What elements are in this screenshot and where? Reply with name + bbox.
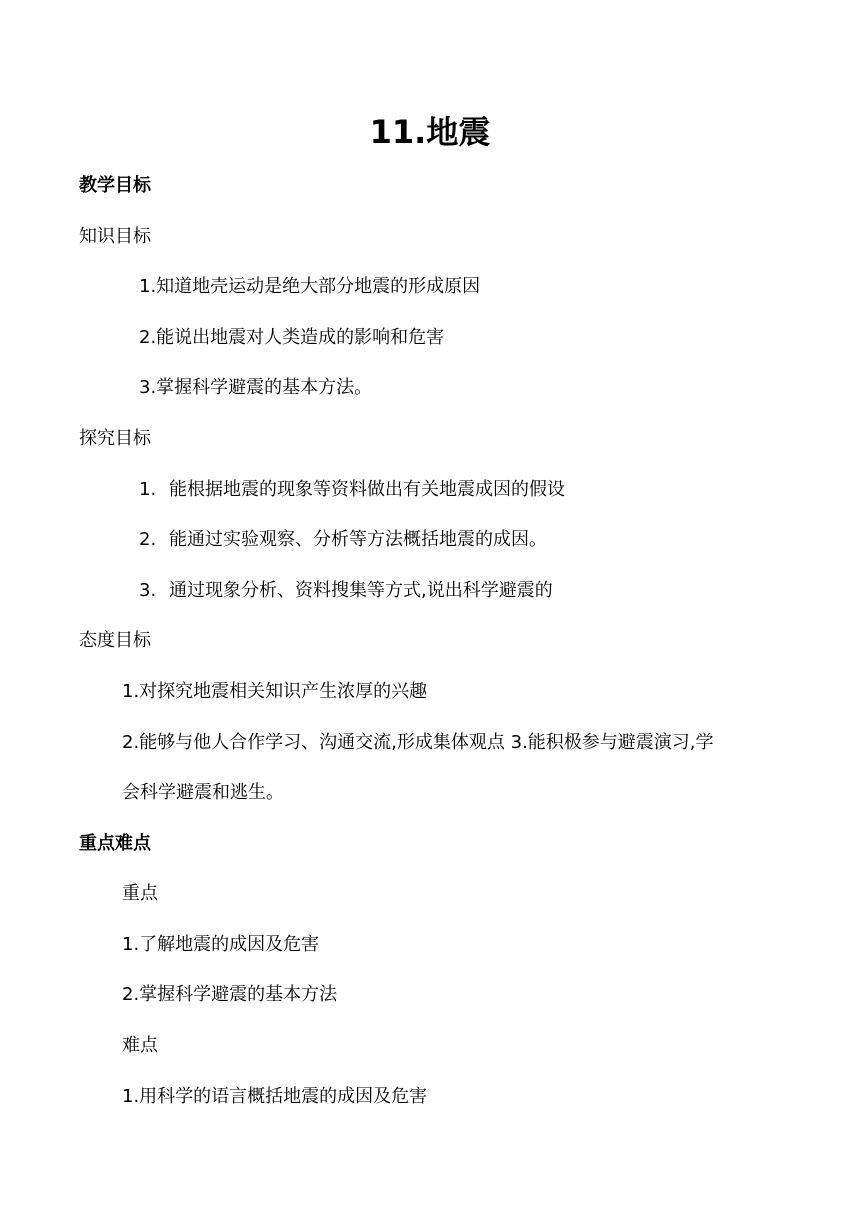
section-heading-teaching-goals: 教学目标 (79, 175, 151, 196)
list-text: 能根据地震的现象等资料做出有关地震成因的假设 (169, 479, 565, 500)
list-number: 2. (139, 529, 157, 550)
list-text: 能通过实验观察、分析等方法概括地震的成因。 (169, 529, 547, 550)
key-point-item: 2.掌握科学避震的基本方法 (122, 984, 338, 1005)
subheading-difficult: 难点 (122, 1035, 158, 1056)
subheading-knowledge-goals: 知识目标 (79, 226, 151, 247)
list-number: 3. (139, 580, 157, 601)
document-title: 11.地震 (369, 113, 491, 151)
attitude-goal-item: 2.能够与他人合作学习、沟通交流,形成集体观点 3.能积极参与避震演习,学 (122, 732, 714, 753)
knowledge-goal-item: 2.能说出地震对人类造成的影响和危害 (139, 327, 445, 348)
subheading-inquiry-goals: 探究目标 (79, 428, 151, 449)
inquiry-goal-item (139, 526, 547, 554)
subheading-key: 重点 (122, 883, 158, 904)
difficult-point-item: 1.用科学的语言概括地震的成因及危害 (122, 1086, 428, 1107)
knowledge-goal-item: 3.掌握科学避震的基本方法。 (139, 377, 373, 398)
inquiry-goal-item (139, 577, 553, 605)
knowledge-goal-item: 1.知道地壳运动是绝大部分地震的形成原因 (139, 276, 481, 297)
subheading-attitude-goals: 态度目标 (79, 630, 151, 651)
attitude-goal-item: 1.对探究地震相关知识产生浓厚的兴趣 (122, 681, 428, 702)
list-text: 通过现象分析、资料搜集等方式,说出科学避震的 (169, 580, 553, 601)
attitude-goal-item-continued: 会科学避震和逃生。 (122, 782, 284, 803)
inquiry-goal-item (139, 476, 565, 504)
section-heading-key-points: 重点难点 (79, 833, 151, 854)
key-point-item: 1.了解地震的成因及危害 (122, 934, 320, 955)
list-number: 1. (139, 479, 157, 500)
